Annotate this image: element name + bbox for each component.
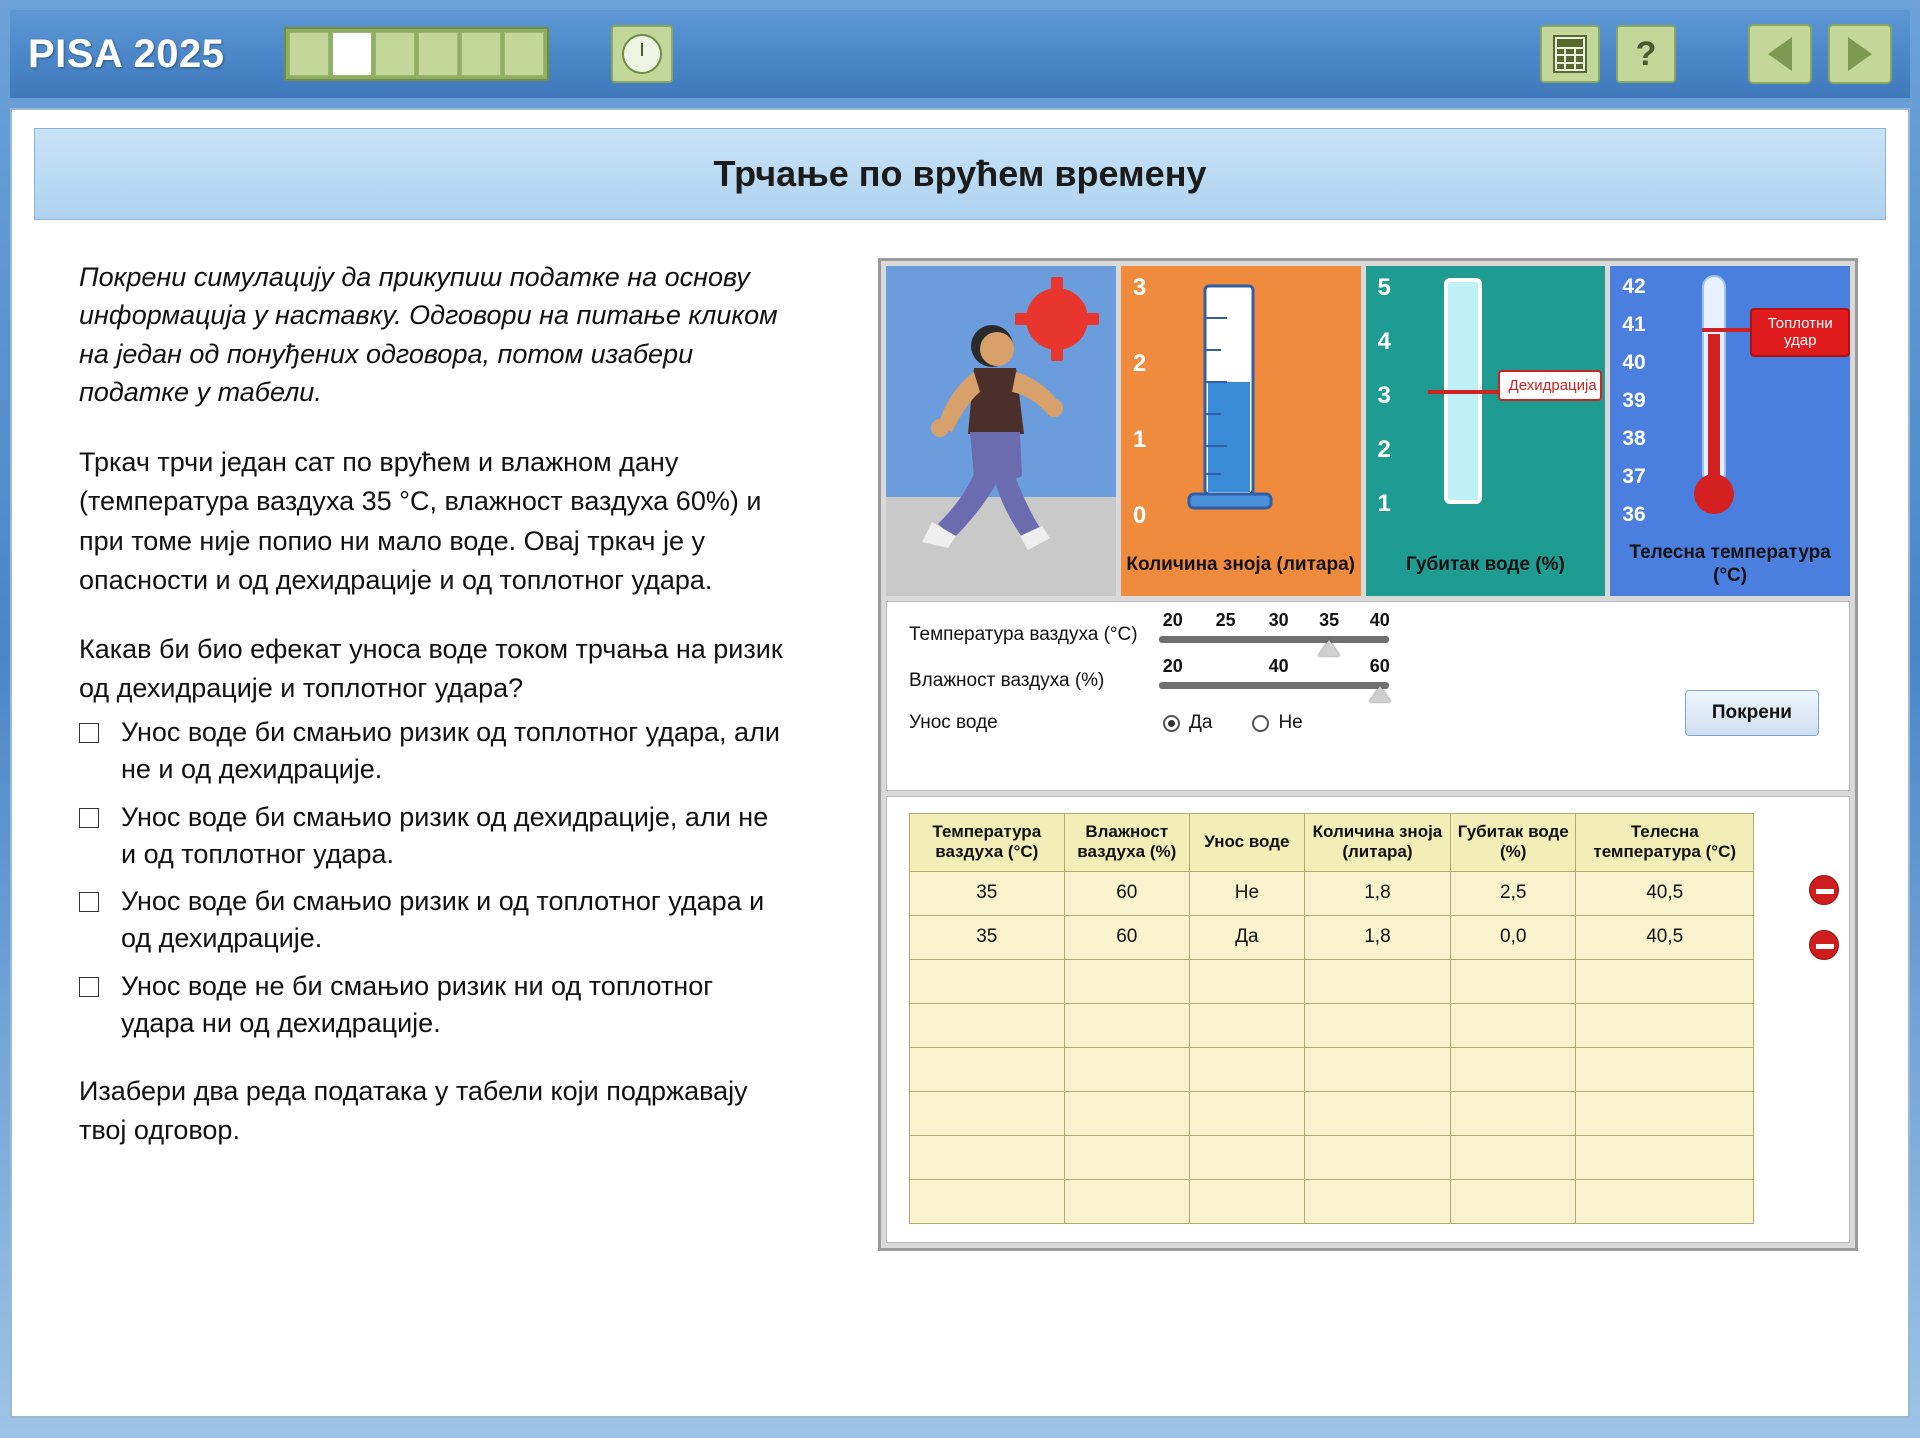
humidity-slider[interactable] (1159, 656, 1390, 696)
axis-tick: 4 (1377, 328, 1391, 355)
cell-air-temp: 35 (910, 871, 1065, 915)
slider-tick: 40 (1369, 610, 1390, 630)
page-title-bar (34, 128, 1886, 220)
next-button[interactable] (1828, 24, 1892, 84)
cell-empty (1189, 959, 1304, 1003)
instructions-text: Покрени симулацију да прикупиш податке на основу информација у наставку. Одговори на питање кликом на један од понуђених одговора, потом изабери податке у табели. (79, 262, 778, 407)
cell-water-loss: 2,5 (1451, 871, 1576, 915)
answer-option-1[interactable] (79, 714, 854, 789)
top-toolbar (10, 10, 1910, 98)
delete-row-2-button[interactable] (1809, 930, 1839, 960)
axis-tick: 42 (1622, 275, 1646, 298)
answer-option-label: Унос воде не би смањио ризик ни од топлотног удара ни од дехидрације. (121, 970, 714, 1038)
checkbox-icon[interactable] (79, 808, 99, 828)
cell-empty (1576, 1179, 1754, 1223)
results-table-box (886, 796, 1850, 1243)
table-row[interactable] (910, 1091, 1754, 1135)
progress-segment (418, 32, 458, 76)
simulation-controls (886, 601, 1850, 791)
cell-empty (910, 1135, 1065, 1179)
progress-segment (504, 32, 544, 76)
simulation-panels (886, 266, 1850, 596)
sweat-caption: Количина зноја (литара) (1121, 534, 1361, 596)
cell-empty (910, 1003, 1065, 1047)
slider-tick: 30 (1268, 610, 1289, 630)
cell-empty (1451, 1047, 1576, 1091)
checkbox-icon[interactable] (79, 723, 99, 743)
water-intake-label: Унос воде (909, 712, 998, 733)
temp-axis-labels (1622, 276, 1645, 525)
axis-tick: 36 (1622, 503, 1646, 526)
water-loss-panel (1366, 266, 1606, 596)
slider-tick: 20 (1162, 656, 1183, 676)
runner-illustration (904, 316, 1084, 566)
radio-icon[interactable] (1252, 715, 1269, 732)
axis-tick: 2 (1132, 350, 1147, 377)
answer-option-label: Унос воде би смањио ризик и од топлотног удара и од дехидрације. (121, 886, 765, 954)
progress-segment (289, 32, 329, 76)
col-water-loss: Губитак воде (%) (1451, 814, 1576, 872)
answer-option-4[interactable] (79, 968, 854, 1043)
col-air-temp: Температура ваздуха (°C) (910, 814, 1065, 872)
cell-empty (1304, 1047, 1450, 1091)
cell-empty (1064, 1135, 1189, 1179)
axis-tick: 5 (1377, 274, 1391, 301)
clock-icon (622, 34, 662, 74)
cell-water-intake: Не (1189, 871, 1304, 915)
axis-tick: 3 (1132, 274, 1147, 301)
body-temp-caption: Телесна температура (°C) (1610, 534, 1850, 596)
cell-empty (1064, 1179, 1189, 1223)
run-simulation-button[interactable]: Покрени (1685, 690, 1819, 736)
slider-tick: 60 (1369, 656, 1390, 676)
air-temp-control (909, 610, 1827, 650)
table-row[interactable] (910, 959, 1754, 1003)
axis-tick: 39 (1622, 389, 1646, 412)
help-button[interactable] (1616, 25, 1676, 83)
heatstroke-callout: Топлотни удар (1750, 308, 1850, 357)
slider-tick: 25 (1215, 610, 1236, 630)
table-header-row (910, 814, 1754, 872)
dehydration-callout: Дехидрација (1498, 370, 1602, 401)
cell-empty (1064, 1047, 1189, 1091)
checkbox-icon[interactable] (79, 977, 99, 997)
cell-empty (1189, 1179, 1304, 1223)
cell-body-temp: 40,5 (1576, 871, 1754, 915)
page-title: Трчање по врућем времену (713, 153, 1207, 194)
results-table (909, 813, 1754, 1224)
slider-thumb[interactable] (1369, 686, 1391, 702)
calculator-icon (1553, 35, 1587, 73)
cell-empty (1304, 959, 1450, 1003)
col-humidity: Влажност ваздуха (%) (1064, 814, 1189, 872)
answer-options (79, 714, 854, 1042)
runner-panel (886, 266, 1116, 596)
body-temp-panel (1610, 266, 1850, 596)
cell-empty (1189, 1047, 1304, 1091)
cell-empty (1064, 1003, 1189, 1047)
axis-tick: 2 (1377, 436, 1391, 463)
col-body-temp: Телесна температура (°C) (1576, 814, 1754, 872)
water-gauge-icon (1428, 276, 1498, 526)
slider-tick: 35 (1319, 610, 1340, 630)
right-column (878, 258, 1858, 1251)
cell-empty (1189, 1091, 1304, 1135)
radio-label: Да (1189, 712, 1213, 733)
cell-humidity: 60 (1064, 871, 1189, 915)
radio-label: Не (1278, 712, 1303, 733)
answer-option-label: Унос воде би смањио ризик од дехидрације, али не и од топлотног удара. (121, 801, 769, 869)
cell-empty (1576, 1003, 1754, 1047)
sweat-axis-labels (1133, 276, 1146, 528)
cell-empty (1304, 1179, 1450, 1223)
air-temp-label: Температура ваздуха (°C) (909, 624, 1138, 645)
table-row[interactable] (910, 1135, 1754, 1179)
thermometer-icon (1684, 272, 1744, 532)
cell-empty (910, 1091, 1065, 1135)
cell-water-loss: 0,0 (1451, 915, 1576, 959)
dehydration-marker (1428, 390, 1502, 394)
water-loss-caption: Губитак воде (%) (1366, 534, 1606, 596)
humidity-label: Влажност ваздуха (%) (909, 670, 1105, 691)
progress-segment-current (332, 32, 372, 76)
axis-tick: 37 (1622, 465, 1646, 488)
cell-empty (1304, 1091, 1450, 1135)
graduated-cylinder-icon (1177, 278, 1297, 528)
cell-empty (1189, 1135, 1304, 1179)
slider-track (1159, 682, 1389, 689)
cell-empty (910, 959, 1065, 1003)
scenario-text: Тркач трчи један сат по врућем и влажном дану (температура ваздуха 35 °C, влажност ваздуха 60%) и при томе није попио ни мало воде. Овај тркач је у опасности и од дехидрације и од топлотног удара. (79, 447, 762, 595)
cell-empty (1451, 1091, 1576, 1135)
air-temp-slider[interactable] (1159, 610, 1390, 650)
slider-tick: 40 (1268, 656, 1289, 676)
axis-tick: 1 (1377, 490, 1391, 517)
cell-body-temp: 40,5 (1576, 915, 1754, 959)
simulation-box (878, 258, 1858, 1251)
cell-sweat: 1,8 (1304, 915, 1450, 959)
cell-water-intake: Да (1189, 915, 1304, 959)
toolbar-right-group (1540, 24, 1892, 84)
progress-indicator (284, 27, 549, 81)
axis-tick: 3 (1377, 382, 1391, 409)
arrow-right-icon (1848, 37, 1872, 71)
cell-empty (910, 1047, 1065, 1091)
progress-segment (461, 32, 501, 76)
calculator-button[interactable] (1540, 25, 1600, 83)
cell-empty (1451, 1003, 1576, 1047)
arrow-left-icon (1768, 37, 1792, 71)
previous-button[interactable] (1748, 24, 1812, 84)
left-column (34, 258, 854, 1251)
axis-tick: 41 (1622, 313, 1646, 336)
table-row[interactable] (910, 1179, 1754, 1223)
cell-air-temp: 35 (910, 915, 1065, 959)
water-intake-yes[interactable] (1163, 712, 1212, 734)
answer-option-3[interactable] (79, 883, 854, 958)
cell-empty (1576, 1091, 1754, 1135)
question-text: Какав би био ефекат уноса воде током трчања на ризик од дехидрације и топлотног удара? (79, 633, 783, 704)
cell-sweat: 1,8 (1304, 871, 1450, 915)
cell-empty (1304, 1003, 1450, 1047)
cell-empty (1451, 1135, 1576, 1179)
col-sweat: Количина зноја (литара) (1304, 814, 1450, 872)
cell-empty (910, 1179, 1065, 1223)
delete-row-1-button[interactable] (1809, 875, 1839, 905)
slider-tick: 20 (1162, 610, 1183, 630)
water-intake-no[interactable] (1252, 712, 1302, 734)
slider-thumb[interactable] (1318, 640, 1340, 656)
axis-tick: 38 (1622, 427, 1646, 450)
progress-segment (375, 32, 415, 76)
clock-button[interactable] (611, 25, 673, 83)
checkbox-icon[interactable] (79, 892, 99, 912)
table-row[interactable] (910, 1047, 1754, 1091)
cell-humidity: 60 (1064, 915, 1189, 959)
cell-empty (1451, 959, 1576, 1003)
radio-selected-icon[interactable] (1163, 715, 1180, 732)
cell-empty (1304, 1135, 1450, 1179)
water-intake-radiogroup (1163, 712, 1303, 734)
table-row[interactable] (910, 871, 1754, 915)
closing-instruction: Изабери два реда података у табели који подржавају твој одговор. (79, 1076, 748, 1146)
app-brand: PISA 2025 (28, 31, 225, 76)
cell-empty (1189, 1003, 1304, 1047)
cell-empty (1064, 1091, 1189, 1135)
answer-option-label: Унос воде би смањио ризик од топлотног удара, али не и од дехидрације. (121, 717, 780, 785)
sweat-panel (1121, 266, 1361, 596)
water-axis-labels (1378, 276, 1391, 570)
axis-tick: 40 (1622, 351, 1646, 374)
cell-empty (1064, 959, 1189, 1003)
table-row[interactable] (910, 915, 1754, 959)
col-water-intake: Унос воде (1189, 814, 1304, 872)
help-icon: ? (1635, 34, 1657, 73)
table-row[interactable] (910, 1003, 1754, 1047)
cell-empty (1576, 1047, 1754, 1091)
content-area (34, 258, 1886, 1251)
cell-empty (1576, 1135, 1754, 1179)
answer-option-2[interactable] (79, 799, 854, 874)
cell-empty (1576, 959, 1754, 1003)
axis-tick: 1 (1132, 426, 1147, 453)
slider-track (1159, 636, 1389, 643)
cell-empty (1451, 1179, 1576, 1223)
axis-tick: 0 (1132, 502, 1147, 529)
page-body (10, 108, 1910, 1418)
